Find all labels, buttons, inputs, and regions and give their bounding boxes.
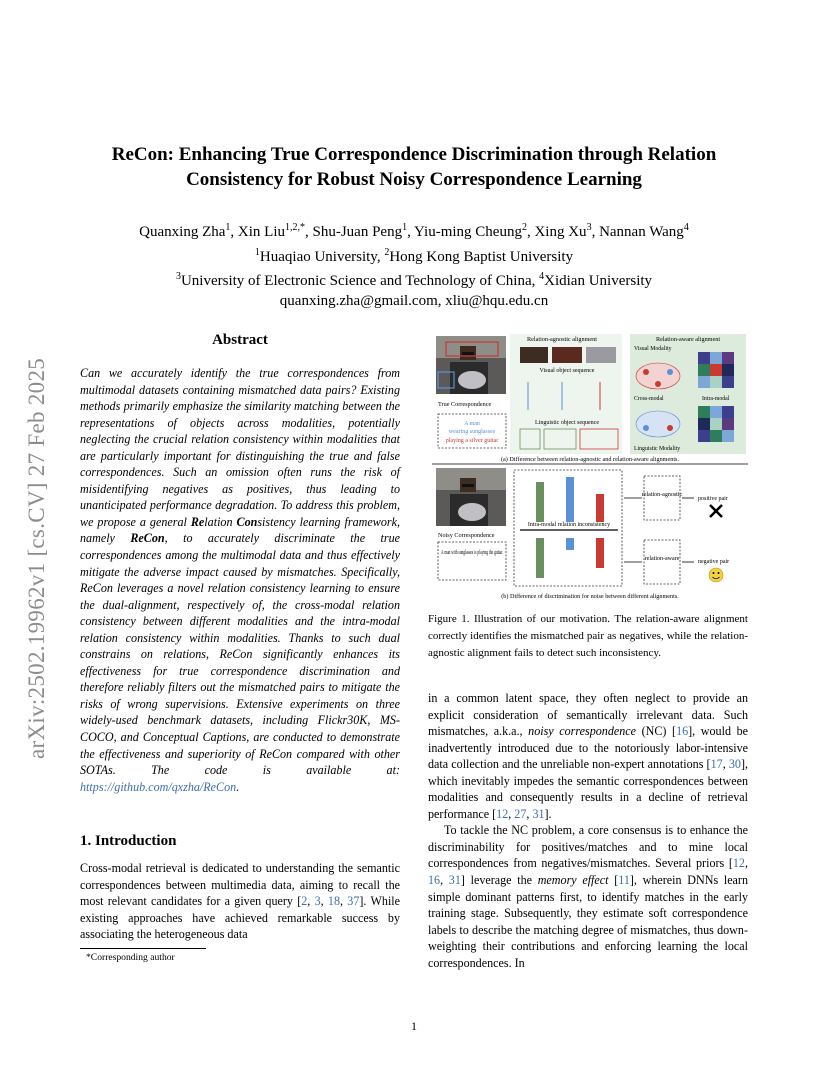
smiley-icon: [709, 568, 723, 582]
figure-caption: Figure 1. Illustration of our motivation. The relation-aware alignment correctly identifies the mismatched pair as negatives, while the relation-agnostic alignment fails to detect such inconsistency.: [428, 613, 748, 659]
photo-man-guitar-bottom: [436, 468, 506, 526]
abstract-text: sistency learning framework, namely: [80, 514, 400, 546]
photo-man-guitar-top: [436, 336, 506, 394]
affiliation-marker: 4: [683, 222, 689, 233]
citation-link[interactable]: 12: [732, 856, 745, 871]
affiliation-name: Hong Kong Baptist University: [389, 248, 574, 265]
caption-a-token-2: wearing sunglasses: [448, 429, 496, 435]
affiliation-marker: 1: [402, 222, 408, 233]
affiliation-marker: 1: [254, 246, 260, 258]
citation-link[interactable]: 17: [710, 757, 723, 772]
citation-link[interactable]: 12: [496, 806, 509, 821]
affiliation-marker: 4: [539, 271, 545, 282]
affiliation-name: University of Electronic Science and Technology of China,: [180, 273, 540, 289]
author-name: Xin Liu: [237, 224, 285, 240]
author-block: [60, 218, 768, 311]
true-correspondence-label: True Correspondence: [438, 401, 492, 408]
intro-text: ]. While existing approaches have achieved remarkable success by associating the heterogeneous data: [80, 894, 401, 942]
cross-mark-icon: [710, 505, 722, 517]
title-line-1: ReCon: Enhancing True Correspondence Discrimination through Relation: [111, 144, 717, 165]
affiliation-line-1: [60, 243, 768, 268]
paragraph: To tackle the NC problem, a core consensus is to enhance the discriminability for positives/matches and to mine local correspondences from negatives/mismatches. Several priors [12, 16, 31] leverage the memory effect [11], wherein DNNs learn simple dominant patterns first, to identify matches in the early training stage. Subsequently, they estimate soft correspondence labels to describe the matching degree of mismatches, thus down-weighting their contributions and enforcing learning the local correspondences. In: [428, 823, 749, 970]
subfigure-b-caption: (b) Difference of discrimination for noise between different alignments.: [501, 593, 679, 600]
caption-b-line: A man with sunglasses is playing the guitar.: [441, 549, 504, 556]
intra-modal-inconsistency-label: Intra-modal relation inconsistency: [527, 522, 611, 528]
author-name: Xing Xu: [534, 224, 587, 240]
author-name: Yiu-ming Cheung: [414, 224, 522, 240]
bold-re: Re: [190, 514, 205, 529]
relation-agnostic-title: Relation-agnostic alignment: [527, 336, 597, 343]
caption-a-token-3: playing a silver guitar: [445, 438, 499, 444]
visual-sequence-label: Visual object sequence: [539, 368, 595, 374]
caption-b-box: [438, 542, 506, 580]
affiliation-marker: 3: [175, 271, 181, 282]
citation-link[interactable]: 16: [428, 873, 441, 888]
crop-face: [520, 347, 548, 363]
citation-link[interactable]: 3: [314, 894, 321, 909]
noisy-correspondence-label: Noisy Correspondence: [438, 532, 495, 539]
emphasis-term: memory effect: [537, 873, 609, 888]
affiliation-marker: 3: [586, 222, 592, 233]
page-number: 1: [411, 1019, 417, 1033]
citation-link[interactable]: 31: [532, 806, 545, 821]
author-emails: quanxing.zha@gmail.com, xliu@hqu.edu.cn: [279, 292, 549, 309]
negative-pair-label: negative pair: [698, 559, 730, 565]
affiliation-marker: 2: [521, 222, 527, 233]
author-list: Quanxing Zha$^1$, Xin Liu$^{1,2,*}$, Shu-Juan Peng$^1$, Yiu-ming Cheung$^2$, Xing Xu$^3$, Nannan Wang$^4$: [139, 222, 689, 240]
crop-sunglasses: [552, 347, 582, 363]
bold-con: Con: [236, 514, 258, 529]
relation-agnostic-box-label: relation-agnostic: [641, 492, 683, 498]
abstract-body: [80, 365, 400, 795]
emphasis-term: noisy correspondence: [528, 724, 637, 739]
abstract-text: Can we accurately identify the true correspondences from multimodal datasets containing mismatched data pairs? Existing methods primarily emphasize the similarity matching between the representations of objects across modalities, potentially neglecting the crucial relation consistency within modalities that are particularly important for distinguishing the true and false correspondences. Such an omission often runs the risk of misidentifying negatives as positives, thus leading to unanticipated performance degradation. To address this problem, we propose a general: [80, 366, 400, 529]
right-column-text: [428, 690, 748, 971]
author-name: Quanxing Zha: [139, 224, 226, 240]
citation-link[interactable]: 16: [676, 724, 689, 739]
affiliation-marker: 1,2,*: [285, 222, 305, 233]
relation-matrix-linguistic: [698, 406, 734, 442]
linguistic-sequence-label: Linguistic object sequence: [535, 420, 599, 426]
affiliation-marker: 1: [225, 222, 231, 233]
abstract-text: .: [236, 779, 240, 794]
affiliation-name: Huaqiao University,: [259, 248, 385, 265]
linguistic-modality-label: Linguistic Modality: [634, 446, 681, 452]
figure-1: [432, 332, 748, 602]
citation-link[interactable]: 31: [448, 873, 461, 888]
citation-link[interactable]: 27: [514, 806, 527, 821]
positive-pair-label: positive pair: [698, 496, 728, 502]
citation-link[interactable]: 30: [728, 757, 741, 772]
paragraph: in a common latent space, they often neglect to provide an explicit consideration of semantically irrelevant data. Such mismatches, a.k.a., noisy correspondence (NC) [16], would be inadvertently introduced due to the notoriously labor-intensive data collection and the unreliable non-expert annotations [17, 30], which inevitably impedes the semantic correspondences between modalities and consequently results in a decline of retrieval performance [12, 27, 31].: [428, 691, 749, 821]
caption-a-token-1: A man: [464, 421, 480, 427]
relation-matrix-visual: [698, 352, 734, 388]
abstract-text: lation: [204, 514, 237, 529]
citation-link[interactable]: 37: [347, 894, 360, 909]
author-name: Shu-Juan Peng: [312, 224, 403, 240]
relation-aware-title: Relation-aware alignment: [655, 336, 721, 343]
title-line-2: Consistency for Robust Noisy Correspondence Learning: [186, 169, 642, 190]
intra-modal-label: Intra-modal: [702, 396, 730, 402]
citation-link[interactable]: 2: [301, 894, 308, 909]
abstract-heading: Abstract: [212, 332, 268, 348]
affiliation-line-2: [60, 267, 768, 292]
intro-text: Cross-modal retrieval is dedicated to understanding the semantic correspondences between multimedia data, aiming to recall the most relevant candidates for a given query [: [80, 861, 400, 909]
code-link[interactable]: https://github.com/qxzha/ReCon: [80, 779, 237, 794]
cross-modal-label: Cross-modal: [634, 396, 664, 402]
visual-modality-label: Visual Modality: [634, 346, 672, 352]
author-name: Nannan Wang: [599, 224, 684, 240]
paper-title: [80, 142, 748, 192]
abstract-text: , to accurately discriminate the true correspondences among the multimodal data and thus effectively mitigate the adverse impact caused by mismatches. Specifically, ReCon leverages a novel relation consistency learning to ensure the dual-alignment, respectively of, the cross-modal relation consistency between different modalities and the intra-modal relation consistency within modalities. Thanks to such dual constrains on relations, ReCon significantly enhances its effectiveness for true correspondence discrimination and therefore reliably filters out the mismatched pairs to mitigate the risks of wrong supervisions. Extensive experiments on three widely-used benchmark datasets, including Flickr30K, MS-COCO, and Conceptual Captions, are conducted to demonstrate the effectiveness and superiority of ReCon compared with other SOTAs. The code is available at:: [80, 531, 400, 778]
footnote: *Corresponding author: [86, 952, 175, 963]
footnote-rule: [80, 948, 206, 949]
subfigure-a-caption: (a) Difference between relation-agnostic and relation-aware alignments.: [500, 456, 680, 463]
intro-paragraph: Cross-modal retrieval is dedicated to understanding the semantic correspondences between multimedia data, aiming to recall the most relevant candidates for a given query [2, 3, 18, 37]. While existing approaches have achieved remarkable success by associating the heterogeneous data: [80, 861, 401, 942]
crop-guitar: [586, 347, 616, 363]
affiliation-name: Xidian University: [544, 273, 653, 289]
affiliation-marker: 2: [384, 246, 390, 258]
relation-aware-box-label: relation-aware: [644, 556, 680, 562]
arxiv-stamp: arXiv:2502.19962v1 [cs.CV] 27 Feb 2025: [24, 357, 49, 759]
citation-link[interactable]: 18: [327, 894, 340, 909]
citation-link[interactable]: 11: [618, 873, 630, 888]
bold-method-name: ReCon: [130, 531, 165, 546]
section-heading-introduction: 1. Introduction: [80, 833, 177, 849]
